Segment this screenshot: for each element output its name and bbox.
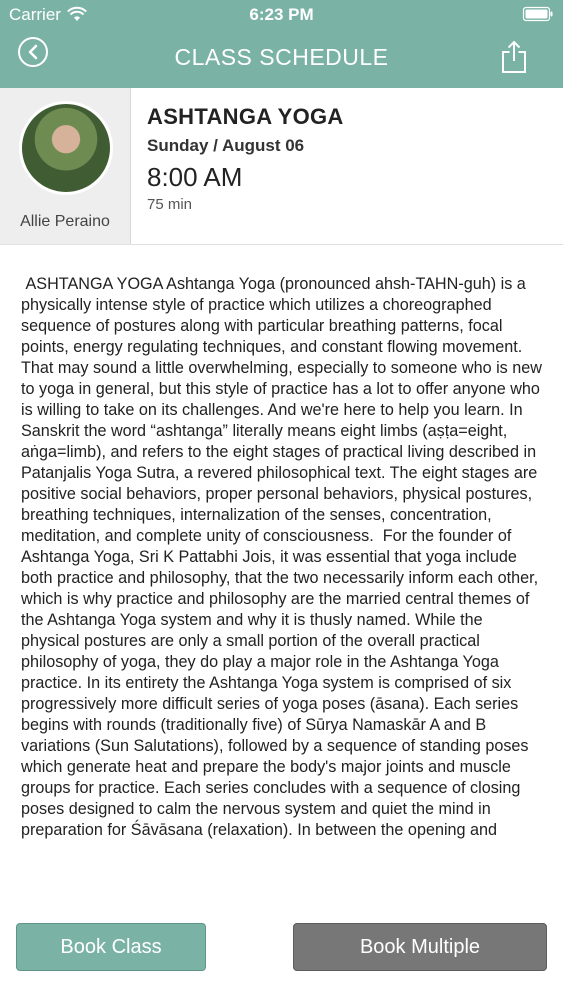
instructor-name: Allie Peraino bbox=[20, 213, 110, 230]
class-time: 8:00 AM bbox=[147, 162, 243, 192]
instructor-panel bbox=[0, 88, 131, 244]
status-bar bbox=[0, 0, 563, 28]
carrier-label: Carrier bbox=[9, 5, 61, 24]
page-title: CLASS SCHEDULE bbox=[174, 44, 389, 70]
class-duration: 75 min bbox=[147, 196, 193, 213]
header-bar bbox=[0, 0, 563, 88]
share-icon[interactable] bbox=[501, 40, 527, 74]
status-time: 6:23 PM bbox=[249, 5, 314, 24]
avatar bbox=[19, 101, 113, 195]
book-class-button[interactable]: Book Class bbox=[16, 923, 206, 971]
divider bbox=[0, 244, 563, 245]
class-name: ASHTANGA YOGA bbox=[147, 104, 344, 129]
book-multiple-button[interactable]: Book Multiple bbox=[293, 923, 547, 971]
class-description[interactable]: ASHTANGA YOGA Ashtanga Yoga (pronounced ahsh-TAHN-guh) is a physically intense style of practice which utilizes a choreographed sequence of postures along with particular breathing patterns, focal points, energy regulating techniques, and constant flowing movement. That may sound a little overwhelming, especially to someone who is new to yoga in general, but this style of practice has a lot to offer anyone who is willing to take on its challenges. And we're here to help you learn. In Sanskrit the word “ashtanga” literally means eight limbs (aṣṭa=eight, aṅga=limb), and refers to the eight stages of practical living described in Patanjalis Yoga Sutra, a revered philosophical text. The eight stages are positive social behaviors, proper personal behaviors, physical postures, breathing techniques, internalization of the senses, concentration, meditation, and complete unity of consciousness. For the founder of Ashtanga Yoga, Sri K Pattabhi Jois, it was essential that yoga include both practice and philosophy, that the two necessarily inform each other, which is why practice and philosophy are the married central themes of the Ashtanga Yoga system and why it is thusly named. While the physical postures are only a small portion of the overall practical philosophy of yoga, they do play a major role in the Ashtanga Yoga practice. In its entirety the Ashtanga Yoga system is comprised of six progressively more difficult series of yoga poses (āsana). Each series begins with rounds (traditionally five) of Sūrya Namaskār A and B variations (Sun Salutations), followed by a sequence of standing poses which generate heat and prepare the body's major joints and muscle groups for practice. Each series concludes with a sequence of closing poses designed to calm the nervous system and quiet the mind in preparation for Śāvāsana (relaxation). In between the opening and bbox=[21, 275, 547, 839]
class-date: Sunday / August 06 bbox=[147, 136, 305, 155]
battery-icon bbox=[523, 7, 553, 21]
class-info bbox=[147, 104, 553, 213]
footer-actions bbox=[0, 896, 563, 1000]
